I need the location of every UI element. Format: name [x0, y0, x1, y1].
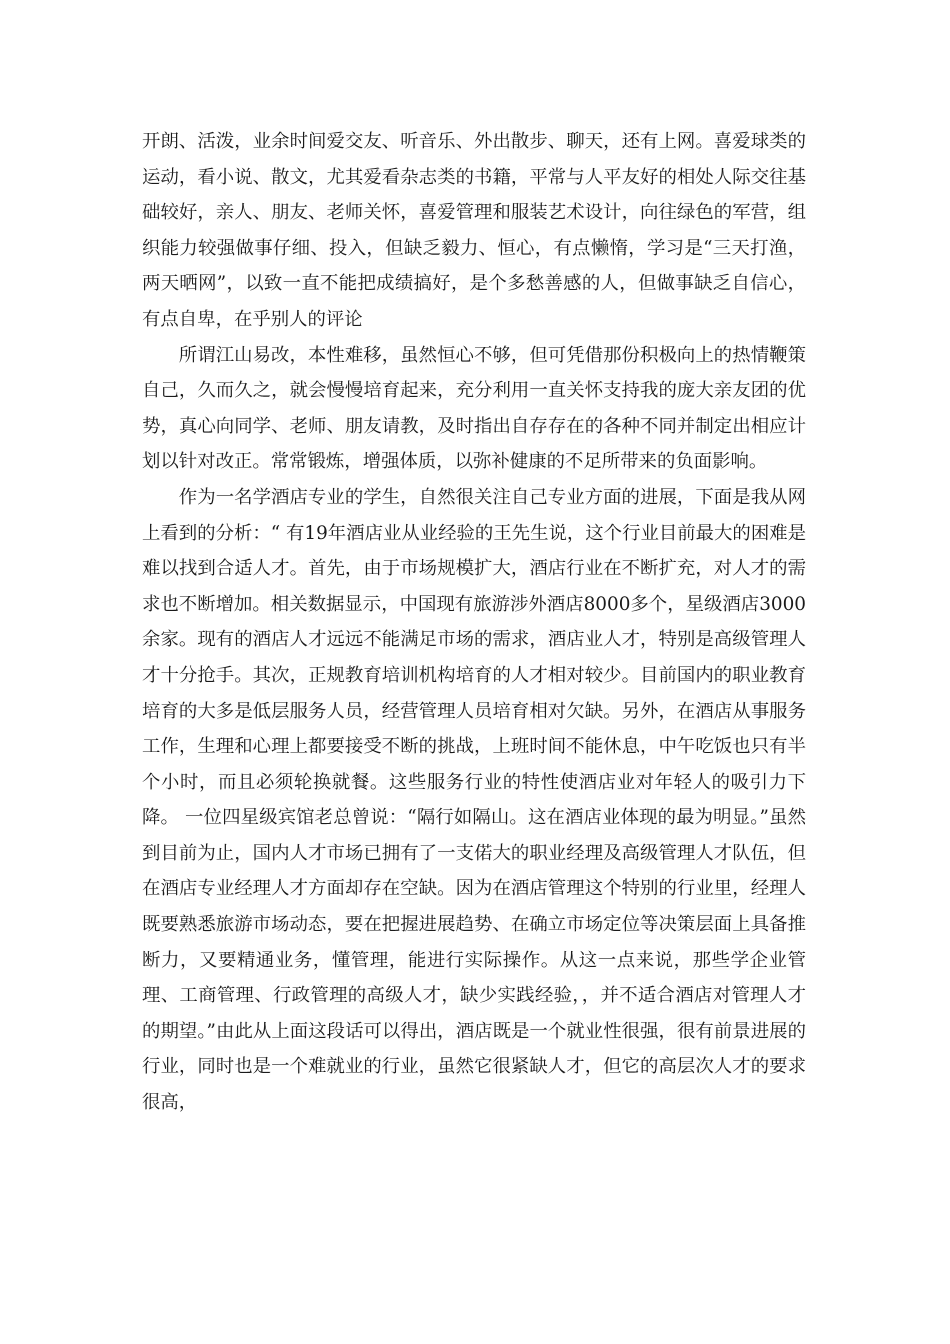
paragraph-hotel-industry: 作为一名学酒店专业的学生，自然很关注自己专业方面的进展，下面是我从网上看到的分析：“ 有19年酒店业从业经验的王先生说，这个行业目前最大的困难是难以找到合适人才。首先，由于市场规模扩大，酒店行业在不断扩充，对人才的需求也不断增加。相关数据显示，中国现有旅游涉外酒店8000多个，星级酒店3000余家。现有的酒店人才远远不能满足市场的需求，酒店业人才，特别是高级管理人才十分抢手。其次，正规教育培训机构培育的人才相对较少。目前国内的职业教育培育的大多是低层服务人员，经营管理人员培育相对欠缺。另外，在酒店从事服务工作，生理和心理上都要接受不断的挑战，上班时间不能休息，中午吃饭也只有半个小时，而且必须轮换就餐。这些服务行业的特性使酒店业对年轻人的吸引力下降。 一位四星级宾馆老总曾说：“隔行如隔山。这在酒店业体现的最为明显。”虽然到目前为止，国内人才市场已拥有了一支偌大的职业经理及高级管理人才队伍，但在酒店专业经理人才方面却存在空缺。因为在酒店管理这个特别的行业里，经理人既要熟悉旅游市场动态，要在把握进展趋势、在确立市场定位等决策层面上具备推断力，又要精通业务，懂管理，能进行实际操作。从这一点来说，那些学企业管理、工商管理、行政管理的高级人才，缺少实践经验，，并不适合酒店对管理人才的期望。”由此从上面这段话可以得出，酒店既是一个就业性很强，很有前景进展的行业，同时也是一个难就业的行业，虽然它很紧缺人才，但它的高层次人才的要求很高， — [142, 486, 806, 1114]
document-body — [142, 124, 806, 1121]
paragraph-personality: 开朗、活泼，业余时间爱交友、听音乐、外出散步、聊天，还有上网。喜爱球类的运动，看小说、散文，尤其爱看杂志类的书籍，平常与人平友好的相处人际交往基础较好，亲人、朋友、老师关怀，喜爱管理和服装艺术设计，向往绿色的军营，组织能力较强做事仔细、投入，但缺乏毅力、恒心，有点懒惰，学习是“三天打渔，两天晒网”，以致一直不能把成绩搞好，是个多愁善感的人，但做事缺乏自信心，有点自卑，在乎别人的评论 — [142, 131, 806, 330]
paragraph-self-improvement: 所谓江山易改，本性难移，虽然恒心不够，但可凭借那份积极向上的热情鞭策自己，久而久之，就会慢慢培育起来，充分利用一直关怀支持我的庞大亲友团的优势，真心向同学、老师、朋友请教，及时指出自存存在的各种不同并制定出相应计划以针对改正。常常锻炼，增强体质，以弥补健康的不足所带来的负面影响。 — [142, 344, 806, 473]
